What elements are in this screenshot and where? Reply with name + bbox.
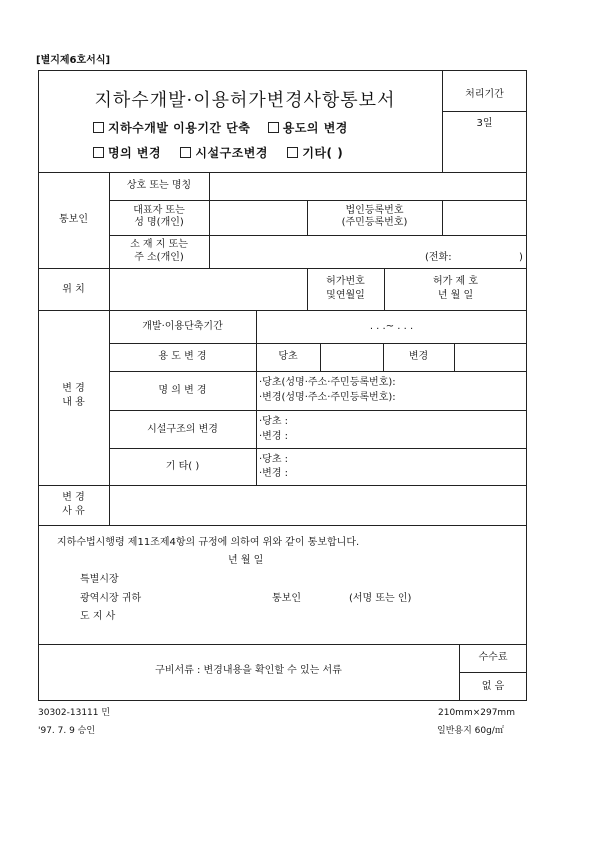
address-label-2: 주 소(개인)	[134, 252, 184, 263]
option-structure-change[interactable]: 시설구조변경	[180, 146, 268, 160]
corp-reg-no-label-2: (주민등록번호)	[341, 217, 408, 228]
checkbox-use-change[interactable]	[268, 122, 279, 133]
recipient-line-2: 광역시장 귀하	[80, 593, 142, 604]
etc-after[interactable]: ·변경 :	[259, 468, 289, 479]
option-use-change[interactable]: 용도의 변경	[268, 121, 348, 135]
structure-change-label: 시설구조의 변경	[147, 424, 218, 435]
checkbox-structure-change[interactable]	[180, 147, 191, 158]
name-change-label: 명 의 변 경	[158, 385, 207, 396]
fee-label: 수수료	[478, 652, 508, 663]
option-name-change[interactable]: 명의 변경	[93, 146, 161, 160]
corp-reg-no-field[interactable]	[443, 201, 526, 234]
option-etc[interactable]: 기타( )	[287, 146, 343, 160]
changes-section-label-1: 변 경	[62, 383, 85, 394]
checkbox-period-shorten[interactable]	[93, 122, 104, 133]
structure-after[interactable]: ·변경 :	[259, 431, 289, 442]
representative-field[interactable]	[210, 201, 306, 234]
period-shorten-value[interactable]: . . .~ . . .	[369, 321, 414, 332]
changes-section-label-2: 내 용	[62, 397, 85, 408]
name-after[interactable]: ·변경(성명·주소·주민등록번호):	[259, 392, 396, 403]
signer-label: 통보인	[272, 593, 301, 604]
permit-number: 허가 제 호	[433, 276, 478, 287]
representative-label-2: 성 명(개인)	[134, 217, 184, 228]
footer-approval: '97. 7. 9 승인	[38, 726, 96, 736]
corp-reg-no-label-1: 법인등록번호	[345, 205, 404, 216]
fee-value: 없 음	[481, 681, 505, 692]
recipient-line-3: 도 지 사	[80, 611, 116, 622]
option-period-shorten[interactable]: 지하수개발 이용기간 단축	[93, 121, 250, 135]
form-number: [별지제6호서식]	[36, 55, 111, 66]
address-label-1: 소 재 지 또는	[130, 239, 188, 250]
signature-label[interactable]: (서명 또는 인)	[349, 593, 412, 604]
reason-label-2: 사 유	[62, 506, 85, 517]
option-row-2	[93, 147, 343, 159]
name-before[interactable]: ·당초(성명·주소·주민등록번호):	[259, 377, 396, 388]
processing-period-label: 처리기간	[465, 89, 504, 100]
use-after-label: 변경	[408, 351, 429, 362]
location-field[interactable]	[110, 269, 306, 309]
permit-label-1: 허가번호	[326, 276, 365, 287]
footer-paper-type: 일반용지 60g/㎡	[437, 726, 504, 736]
phone-close: )	[519, 252, 523, 263]
use-after-field[interactable]	[455, 344, 526, 370]
notifier-section-label: 통보인	[59, 214, 88, 225]
processing-period-value: 3일	[476, 118, 493, 129]
footer-form-code: 30302-13111 민	[38, 708, 111, 718]
representative-label-1: 대표자 또는	[133, 205, 185, 216]
etc-before[interactable]: ·당초 :	[259, 454, 289, 465]
statement-text: 지하수법시행령 제11조제4항의 규정에 의하여 위와 같이 통보합니다.	[57, 537, 360, 548]
use-before-field[interactable]	[321, 344, 382, 370]
recipient-line-1: 특별시장	[80, 574, 119, 585]
permit-label-2: 및연월일	[326, 290, 365, 301]
company-name-label: 상호 또는 명칭	[126, 180, 192, 191]
date-line[interactable]: 년 월 일	[228, 555, 264, 566]
option-row-1	[93, 122, 348, 134]
use-change-label: 용 도 변 경	[158, 351, 207, 362]
company-name-field[interactable]	[210, 173, 526, 199]
required-documents: 구비서류 : 변경내용을 확인할 수 있는 서류	[155, 665, 342, 676]
checkbox-etc[interactable]	[287, 147, 298, 158]
etc-change-label: 기 타( )	[165, 461, 200, 472]
reason-field[interactable]	[110, 486, 526, 524]
footer-paper-size: 210mm×297mm	[438, 708, 515, 718]
location-label: 위 치	[62, 284, 85, 295]
reason-label-1: 변 경	[62, 492, 85, 503]
structure-before[interactable]: ·당초 :	[259, 416, 289, 427]
use-before-label: 당초	[278, 351, 298, 362]
checkbox-name-change[interactable]	[93, 147, 104, 158]
permit-date: 년 월 일	[437, 290, 474, 301]
form-title: 지하수개발·이용허가변경사항통보서	[94, 90, 396, 111]
period-shorten-label: 개발·이용단축기간	[142, 321, 223, 332]
phone-label: (전화:	[425, 252, 452, 263]
address-field[interactable]	[210, 236, 526, 267]
